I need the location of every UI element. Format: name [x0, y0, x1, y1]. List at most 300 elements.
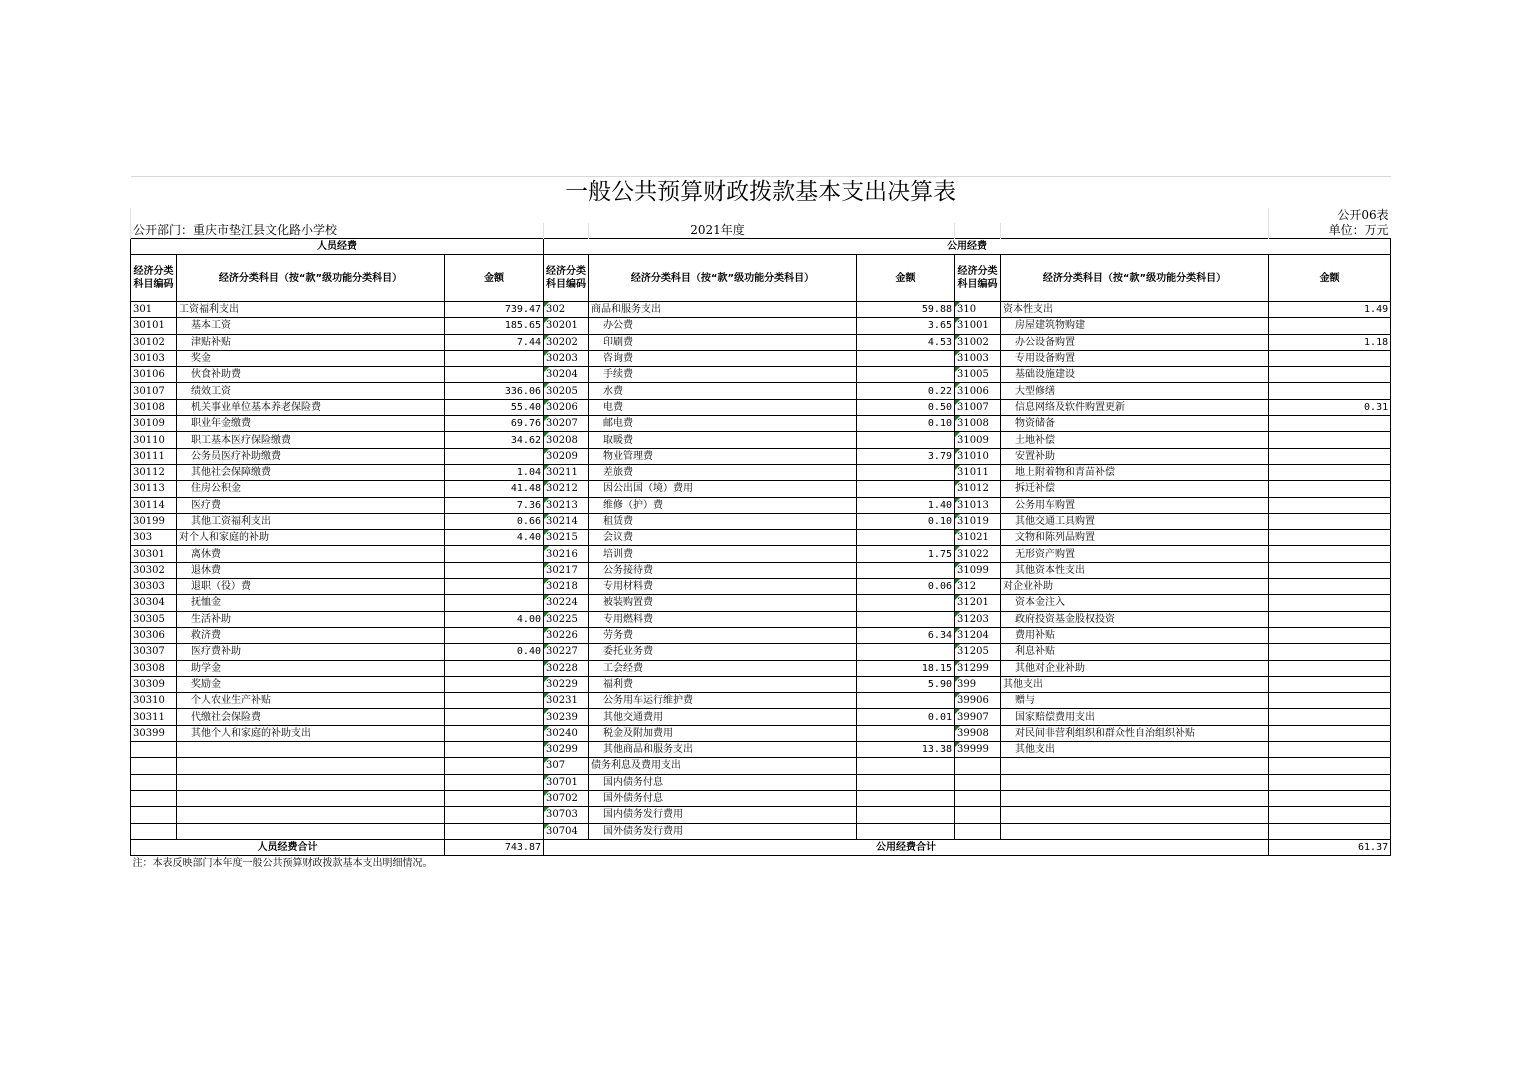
row-code: 30701 — [544, 774, 589, 790]
row-code: 30217 — [544, 562, 589, 578]
row-amount: 69.76 — [445, 416, 544, 432]
row-name — [1001, 774, 1269, 790]
row-amount: 7.44 — [445, 334, 544, 350]
row-code: 31006 — [955, 383, 1001, 399]
row-name: 国家赔偿费用支出 — [1001, 709, 1269, 725]
row-name: 其他支出 — [1001, 676, 1269, 692]
row-code: 30228 — [544, 660, 589, 676]
row-name: 其他交通费用 — [589, 709, 857, 725]
row-amount — [857, 823, 955, 839]
row-amount: 3.79 — [857, 448, 955, 464]
row-amount: 1.18 — [1269, 334, 1391, 350]
row-name: 公务用车运行维护费 — [589, 693, 857, 709]
table-row — [131, 676, 1391, 692]
header-amount-3: 金额 — [1269, 255, 1391, 302]
row-amount: 5.90 — [857, 676, 955, 692]
row-code: 30102 — [131, 334, 177, 350]
row-amount: 1.04 — [445, 464, 544, 480]
row-amount: 0.06 — [857, 579, 955, 595]
row-code: 30225 — [544, 611, 589, 627]
header-name-3: 经济分类科目（按“款”级功能分类科目） — [1001, 255, 1269, 302]
row-name — [177, 807, 445, 823]
header-code-1: 经济分类科目编码 — [131, 255, 177, 302]
row-amount — [857, 611, 955, 627]
row-name: 因公出国（境）费用 — [589, 481, 857, 497]
row-code: 31007 — [955, 399, 1001, 415]
table-row — [131, 790, 1391, 806]
row-amount: 0.50 — [857, 399, 955, 415]
header-code-2: 经济分类科目编码 — [544, 255, 589, 302]
row-name: 公务用车购置 — [1001, 497, 1269, 513]
table-row — [131, 302, 1391, 318]
row-amount — [445, 546, 544, 562]
row-code: 31005 — [955, 367, 1001, 383]
row-amount — [1269, 416, 1391, 432]
row-amount: 41.48 — [445, 481, 544, 497]
row-name — [177, 823, 445, 839]
row-code — [955, 807, 1001, 823]
row-name: 职业年金缴费 — [177, 416, 445, 432]
total-personnel-value: 743.87 — [445, 839, 544, 855]
total-personnel-label: 人员经费合计 — [131, 839, 445, 855]
row-amount — [1269, 709, 1391, 725]
total-public-label: 公用经费合计 — [544, 839, 1269, 855]
row-amount — [857, 595, 955, 611]
row-name: 邮电费 — [589, 416, 857, 432]
table-row — [131, 318, 1391, 334]
table-row — [131, 416, 1391, 432]
row-name: 债务利息及费用支出 — [589, 758, 857, 774]
row-code: 30204 — [544, 367, 589, 383]
row-code: 30226 — [544, 627, 589, 643]
row-amount — [1269, 464, 1391, 480]
row-name: 专用燃料费 — [589, 611, 857, 627]
row-amount — [445, 562, 544, 578]
row-name: 国内债务发行费用 — [589, 807, 857, 823]
row-name: 专用材料费 — [589, 579, 857, 595]
table-row — [131, 464, 1391, 480]
row-code: 39907 — [955, 709, 1001, 725]
row-amount — [445, 742, 544, 758]
row-name: 税金及附加费用 — [589, 725, 857, 741]
row-name: 拆迁补偿 — [1001, 481, 1269, 497]
row-code: 30206 — [544, 399, 589, 415]
row-name: 抚恤金 — [177, 595, 445, 611]
row-amount — [445, 807, 544, 823]
row-amount — [1269, 758, 1391, 774]
row-amount — [1269, 611, 1391, 627]
header-name-2: 经济分类科目（按“款”级功能分类科目） — [589, 255, 857, 302]
row-code: 310 — [955, 302, 1001, 318]
row-name: 伙食补助费 — [177, 367, 445, 383]
row-code: 31002 — [955, 334, 1001, 350]
row-name: 文物和陈列品购置 — [1001, 530, 1269, 546]
row-code: 30211 — [544, 464, 589, 480]
row-amount: 185.65 — [445, 318, 544, 334]
row-code — [131, 807, 177, 823]
row-code: 302 — [544, 302, 589, 318]
row-code: 30301 — [131, 546, 177, 562]
row-amount — [445, 595, 544, 611]
table-row — [131, 725, 1391, 741]
row-name: 维修（护）费 — [589, 497, 857, 513]
row-amount — [1269, 318, 1391, 334]
row-name: 电费 — [589, 399, 857, 415]
table-row — [131, 611, 1391, 627]
row-name: 地上附着物和青苗补偿 — [1001, 464, 1269, 480]
row-amount — [857, 644, 955, 660]
row-code: 30111 — [131, 448, 177, 464]
row-amount — [445, 823, 544, 839]
expenditure-table — [130, 176, 1391, 871]
table-row — [131, 595, 1391, 611]
row-code: 39999 — [955, 742, 1001, 758]
year-label: 2021年度 — [589, 223, 955, 239]
row-name: 信息网络及软件购置更新 — [1001, 399, 1269, 415]
table-row — [131, 350, 1391, 366]
row-amount: 739.47 — [445, 302, 544, 318]
table-row — [131, 807, 1391, 823]
row-name — [1001, 823, 1269, 839]
row-code: 301 — [131, 302, 177, 318]
row-name: 办公设备购置 — [1001, 334, 1269, 350]
row-name: 退职（役）费 — [177, 579, 445, 595]
row-code: 30311 — [131, 709, 177, 725]
row-name: 大型修缮 — [1001, 383, 1269, 399]
row-name: 公务接待费 — [589, 562, 857, 578]
row-name: 物业管理费 — [589, 448, 857, 464]
row-name: 工资福利支出 — [177, 302, 445, 318]
row-code: 31203 — [955, 611, 1001, 627]
row-code — [955, 774, 1001, 790]
row-name: 物资储备 — [1001, 416, 1269, 432]
row-amount — [445, 579, 544, 595]
row-amount — [445, 676, 544, 692]
row-name: 对企业补助 — [1001, 579, 1269, 595]
row-name: 培训费 — [589, 546, 857, 562]
row-code: 31201 — [955, 595, 1001, 611]
row-code: 30108 — [131, 399, 177, 415]
header-amount-1: 金额 — [445, 255, 544, 302]
row-code: 30229 — [544, 676, 589, 692]
row-code: 30308 — [131, 660, 177, 676]
row-name: 其他交通工具购置 — [1001, 513, 1269, 529]
row-amount — [1269, 807, 1391, 823]
row-amount — [1269, 693, 1391, 709]
row-name: 国外债务付息 — [589, 790, 857, 806]
row-name: 其他资本性支出 — [1001, 562, 1269, 578]
row-code: 312 — [955, 579, 1001, 595]
row-code: 307 — [544, 758, 589, 774]
row-name: 赠与 — [1001, 693, 1269, 709]
row-amount — [857, 807, 955, 823]
row-amount — [857, 774, 955, 790]
row-code: 31011 — [955, 464, 1001, 480]
row-code: 31021 — [955, 530, 1001, 546]
table-row — [131, 546, 1391, 562]
row-code: 30109 — [131, 416, 177, 432]
row-amount: 0.22 — [857, 383, 955, 399]
row-amount — [1269, 595, 1391, 611]
row-amount — [445, 790, 544, 806]
row-amount — [1269, 774, 1391, 790]
row-amount: 4.53 — [857, 334, 955, 350]
row-amount: 0.10 — [857, 513, 955, 529]
row-code: 399 — [955, 676, 1001, 692]
row-name: 绩效工资 — [177, 383, 445, 399]
row-name: 住房公积金 — [177, 481, 445, 497]
row-code: 31022 — [955, 546, 1001, 562]
row-amount: 4.40 — [445, 530, 544, 546]
row-amount — [1269, 676, 1391, 692]
row-name: 水费 — [589, 383, 857, 399]
row-name: 租赁费 — [589, 513, 857, 529]
row-amount — [1269, 823, 1391, 839]
table-row — [131, 660, 1391, 676]
row-amount — [857, 725, 955, 741]
table-row — [131, 367, 1391, 383]
table-row — [131, 383, 1391, 399]
row-name: 其他商品和服务支出 — [589, 742, 857, 758]
row-code: 30310 — [131, 693, 177, 709]
row-amount: 13.38 — [857, 742, 955, 758]
row-amount — [445, 758, 544, 774]
header-amount-2: 金额 — [857, 255, 955, 302]
row-code — [955, 758, 1001, 774]
row-name: 国内债务付息 — [589, 774, 857, 790]
row-amount — [1269, 660, 1391, 676]
row-code: 30307 — [131, 644, 177, 660]
row-name — [1001, 790, 1269, 806]
row-code — [131, 742, 177, 758]
row-amount — [857, 530, 955, 546]
row-name — [1001, 758, 1269, 774]
row-code: 30224 — [544, 595, 589, 611]
row-name: 助学金 — [177, 660, 445, 676]
total-public-value: 61.37 — [1269, 839, 1391, 855]
row-name: 资本金注入 — [1001, 595, 1269, 611]
row-amount — [1269, 742, 1391, 758]
group-personnel-header: 人员经费 — [131, 239, 544, 255]
row-code: 30203 — [544, 350, 589, 366]
group-public-header: 公用经费 — [544, 239, 1391, 255]
row-code: 30207 — [544, 416, 589, 432]
row-amount: 0.40 — [445, 644, 544, 660]
row-amount: 0.66 — [445, 513, 544, 529]
table-row — [131, 334, 1391, 350]
row-name: 手续费 — [589, 367, 857, 383]
row-amount — [445, 709, 544, 725]
row-name: 其他支出 — [1001, 742, 1269, 758]
row-name: 对民间非营利组织和群众性自治组织补贴 — [1001, 725, 1269, 741]
row-amount: 55.40 — [445, 399, 544, 415]
row-code: 30704 — [544, 823, 589, 839]
totals-row — [131, 839, 1391, 855]
row-name — [1001, 807, 1269, 823]
unit-label: 单位：万元 — [1269, 223, 1391, 239]
row-amount — [445, 367, 544, 383]
table-row — [131, 497, 1391, 513]
row-code: 31012 — [955, 481, 1001, 497]
row-amount — [857, 367, 955, 383]
table-number: 公开06表 — [1269, 208, 1391, 223]
row-code: 30214 — [544, 513, 589, 529]
row-amount — [1269, 579, 1391, 595]
row-amount: 4.00 — [445, 611, 544, 627]
row-amount — [1269, 546, 1391, 562]
row-amount — [445, 350, 544, 366]
row-code — [131, 790, 177, 806]
row-amount — [1269, 350, 1391, 366]
row-amount — [1269, 562, 1391, 578]
row-code: 30212 — [544, 481, 589, 497]
row-name: 差旅费 — [589, 464, 857, 480]
row-amount — [857, 481, 955, 497]
table-row — [131, 513, 1391, 529]
row-amount — [857, 790, 955, 806]
row-code: 30239 — [544, 709, 589, 725]
department-label: 公开部门：重庆市垫江县文化路小学校 — [131, 223, 544, 239]
row-name: 其他社会保障缴费 — [177, 464, 445, 480]
row-name: 个人农业生产补贴 — [177, 693, 445, 709]
row-code: 30306 — [131, 627, 177, 643]
row-code: 30209 — [544, 448, 589, 464]
row-amount — [857, 758, 955, 774]
row-code: 31299 — [955, 660, 1001, 676]
row-code: 31010 — [955, 448, 1001, 464]
row-code: 30205 — [544, 383, 589, 399]
row-name: 其他个人和家庭的补助支出 — [177, 725, 445, 741]
row-code: 30703 — [544, 807, 589, 823]
row-name: 对个人和家庭的补助 — [177, 530, 445, 546]
row-name: 工会经费 — [589, 660, 857, 676]
row-name: 安置补助 — [1001, 448, 1269, 464]
row-code: 31003 — [955, 350, 1001, 366]
row-amount — [1269, 644, 1391, 660]
row-name: 奖励金 — [177, 676, 445, 692]
row-code: 30110 — [131, 432, 177, 448]
row-code: 30231 — [544, 693, 589, 709]
row-name: 机关事业单位基本养老保险费 — [177, 399, 445, 415]
row-name: 房屋建筑物购建 — [1001, 318, 1269, 334]
row-name: 咨询费 — [589, 350, 857, 366]
row-code: 30208 — [544, 432, 589, 448]
row-code: 30202 — [544, 334, 589, 350]
row-code: 31204 — [955, 627, 1001, 643]
expenditure-sheet — [130, 176, 1390, 871]
row-code: 30305 — [131, 611, 177, 627]
table-row — [131, 432, 1391, 448]
row-name — [177, 774, 445, 790]
row-name: 基础设施建设 — [1001, 367, 1269, 383]
table-row — [131, 562, 1391, 578]
row-amount — [1269, 790, 1391, 806]
row-name: 利息补贴 — [1001, 644, 1269, 660]
row-amount — [1269, 448, 1391, 464]
table-row — [131, 644, 1391, 660]
row-name: 被装购置费 — [589, 595, 857, 611]
row-amount — [1269, 725, 1391, 741]
row-amount — [1269, 497, 1391, 513]
row-name: 资本性支出 — [1001, 302, 1269, 318]
row-name: 公务员医疗补助缴费 — [177, 448, 445, 464]
row-code — [955, 823, 1001, 839]
table-row — [131, 481, 1391, 497]
page-title: 一般公共预算财政拨款基本支出决算表 — [131, 177, 1391, 209]
table-row — [131, 742, 1391, 758]
table-row — [131, 530, 1391, 546]
row-name: 代缴社会保险费 — [177, 709, 445, 725]
row-name: 基本工资 — [177, 318, 445, 334]
row-name: 取暖费 — [589, 432, 857, 448]
row-code: 30106 — [131, 367, 177, 383]
row-name: 委托业务费 — [589, 644, 857, 660]
row-amount — [1269, 513, 1391, 529]
row-code: 30299 — [544, 742, 589, 758]
row-amount: 0.31 — [1269, 399, 1391, 415]
row-name: 津贴补贴 — [177, 334, 445, 350]
row-amount: 336.06 — [445, 383, 544, 399]
row-name: 费用补贴 — [1001, 627, 1269, 643]
row-code: 30240 — [544, 725, 589, 741]
row-amount: 1.75 — [857, 546, 955, 562]
row-amount — [857, 464, 955, 480]
row-code: 30399 — [131, 725, 177, 741]
row-name: 土地补偿 — [1001, 432, 1269, 448]
row-code: 30309 — [131, 676, 177, 692]
row-code: 30227 — [544, 644, 589, 660]
row-amount: 0.10 — [857, 416, 955, 432]
row-name: 其他工资福利支出 — [177, 513, 445, 529]
row-amount — [1269, 383, 1391, 399]
row-name — [177, 742, 445, 758]
row-code: 31001 — [955, 318, 1001, 334]
row-name: 退休费 — [177, 562, 445, 578]
row-code: 30114 — [131, 497, 177, 513]
row-code: 30112 — [131, 464, 177, 480]
row-amount — [445, 448, 544, 464]
row-amount — [1269, 481, 1391, 497]
row-code: 30213 — [544, 497, 589, 513]
row-code — [131, 823, 177, 839]
table-row — [131, 693, 1391, 709]
row-amount — [857, 432, 955, 448]
row-amount: 1.49 — [1269, 302, 1391, 318]
row-amount — [857, 350, 955, 366]
row-amount — [857, 693, 955, 709]
row-code: 30702 — [544, 790, 589, 806]
row-name: 国外债务发行费用 — [589, 823, 857, 839]
row-name: 福利费 — [589, 676, 857, 692]
row-amount: 1.40 — [857, 497, 955, 513]
row-name: 劳务费 — [589, 627, 857, 643]
row-code: 30101 — [131, 318, 177, 334]
row-name: 印刷费 — [589, 334, 857, 350]
row-name: 办公费 — [589, 318, 857, 334]
row-name: 政府投资基金股权投资 — [1001, 611, 1269, 627]
table-row — [131, 758, 1391, 774]
row-amount — [445, 774, 544, 790]
table-row — [131, 399, 1391, 415]
table-row — [131, 774, 1391, 790]
row-code — [955, 790, 1001, 806]
row-code — [131, 758, 177, 774]
row-code: 30201 — [544, 318, 589, 334]
row-code: 30218 — [544, 579, 589, 595]
row-code: 30304 — [131, 595, 177, 611]
row-amount: 34.62 — [445, 432, 544, 448]
table-row — [131, 448, 1391, 464]
